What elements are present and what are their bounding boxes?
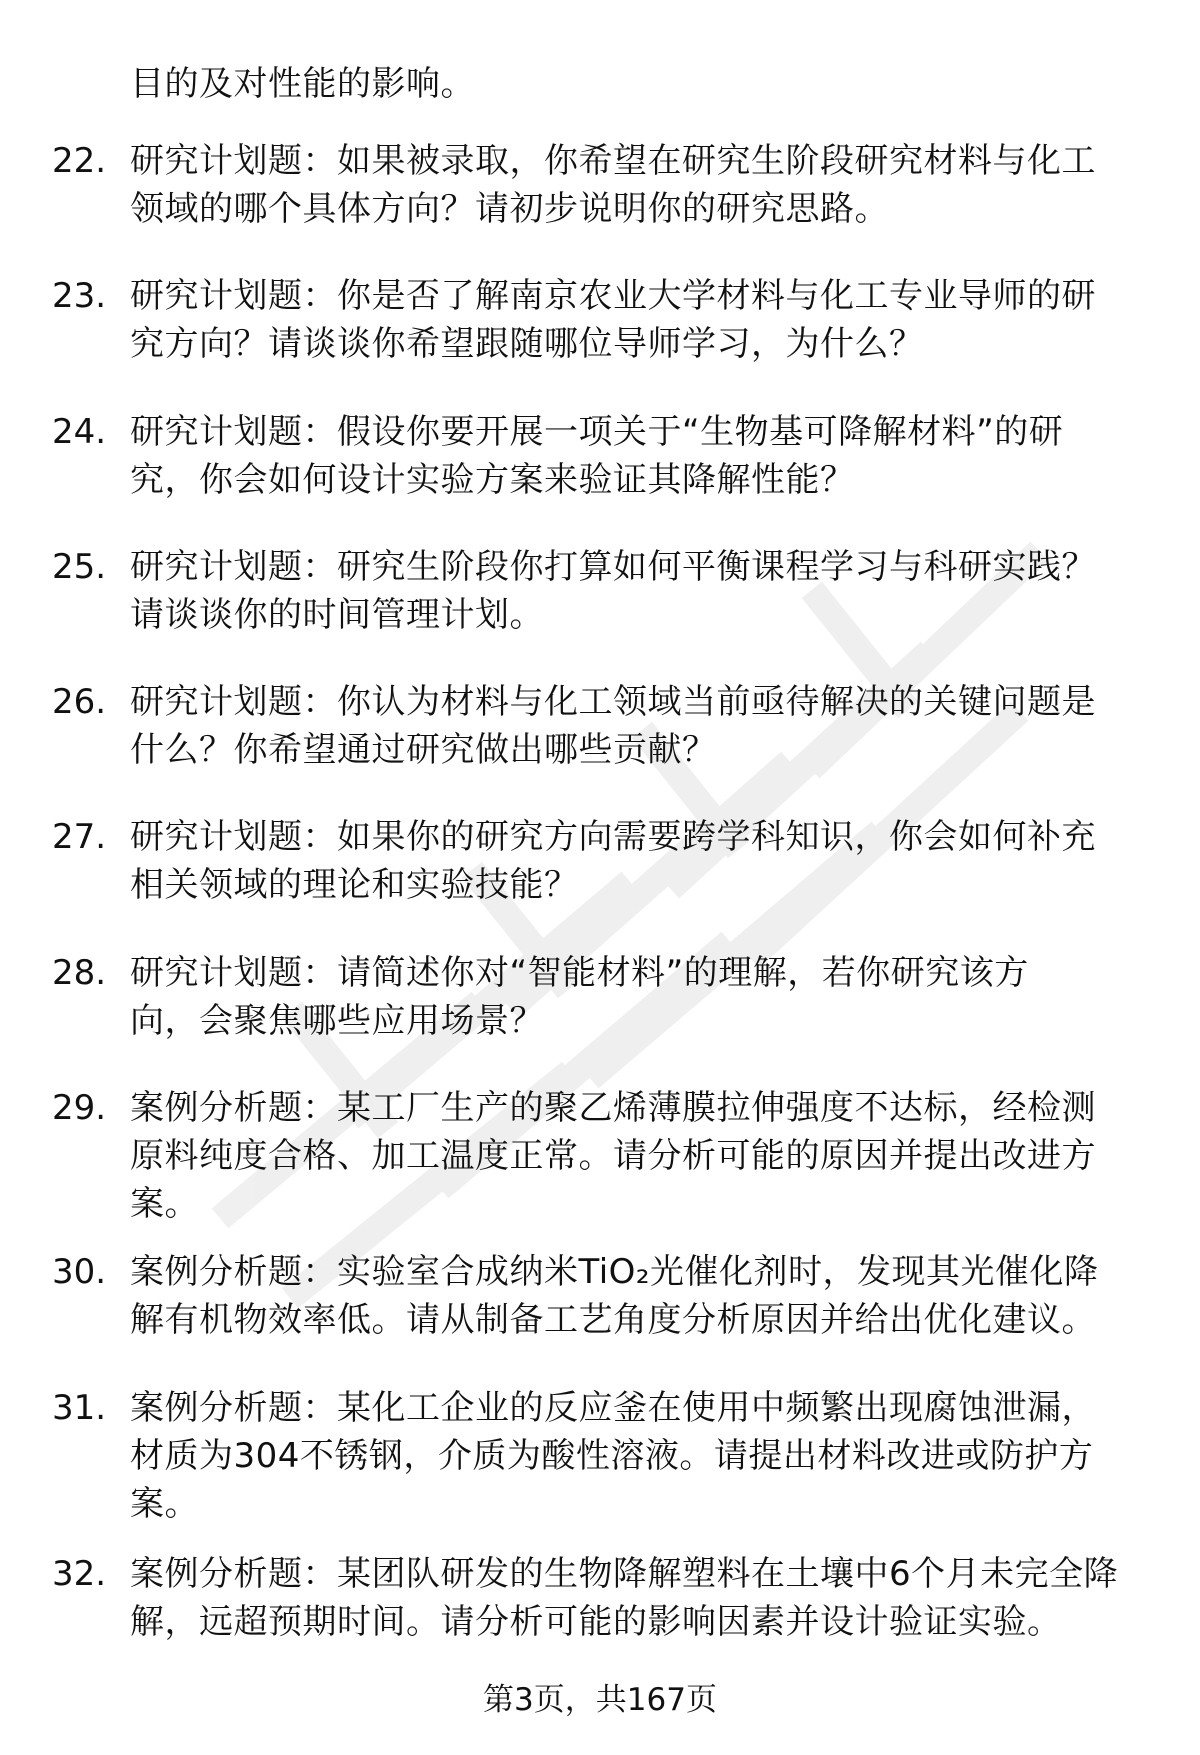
- question-number: 31.: [52, 1388, 107, 1428]
- question-number: 26.: [52, 682, 107, 722]
- question-text: [130, 543, 1200, 639]
- question-line: 研究计划题：研究生阶段你打算如何平衡课程学习与科研实践？: [130, 547, 1096, 587]
- question-line: 原料纯度合格、加工温度正常。请分析可能的原因并提出改进方: [130, 1136, 1096, 1176]
- question-number: 25.: [52, 547, 107, 587]
- question-line: 案例分析题：实验室合成纳米TiO₂光催化剂时，发现其光催化降: [130, 1252, 1099, 1292]
- question-line: 材质为304不锈钢，介质为酸性溶液。请提出材料改进或防护方: [130, 1436, 1094, 1476]
- question-number: 24.: [52, 412, 107, 452]
- question-line: 案。: [130, 1184, 199, 1224]
- question-line: 向，会聚焦哪些应用场景？: [130, 1001, 544, 1041]
- question-number: 29.: [52, 1088, 107, 1128]
- question-line: 解，远超预期时间。请分析可能的影响因素并设计验证实验。: [130, 1602, 1062, 1642]
- question-text: [130, 813, 1200, 909]
- question-number: 28.: [52, 953, 107, 993]
- question-line: 案例分析题：某化工企业的反应釜在使用中频繁出现腐蚀泄漏，: [130, 1388, 1096, 1428]
- question-number: 23.: [52, 276, 107, 316]
- question-line: 领域的哪个具体方向？请初步说明你的研究思路。: [130, 189, 889, 229]
- question-line: 研究计划题：如果你的研究方向需要跨学科知识，你会如何补充: [130, 817, 1096, 857]
- question-line: 究方向？请谈谈你希望跟随哪位导师学习，为什么？: [130, 324, 924, 364]
- question-line: 解有机物效率低。请从制备工艺角度分析原因并给出优化建议。: [130, 1300, 1096, 1340]
- question-text: [130, 949, 1200, 1045]
- question-number: 27.: [52, 817, 107, 857]
- question-text: [130, 1384, 1200, 1528]
- question-line: 请谈谈你的时间管理计划。: [130, 595, 544, 635]
- question-text: [130, 272, 1200, 368]
- question-line: 案例分析题：某工厂生产的聚乙烯薄膜拉伸强度不达标，经检测: [130, 1088, 1096, 1128]
- question-line: 研究计划题：请简述你对“智能材料”的理解，若你研究该方: [130, 953, 1029, 993]
- question-line: 什么？你希望通过研究做出哪些贡献？: [130, 730, 717, 770]
- question-text: [130, 1248, 1200, 1344]
- continuation-text: 目的及对性能的影响。: [130, 64, 475, 104]
- question-number: 32.: [52, 1554, 107, 1594]
- question-line: 案。: [130, 1484, 199, 1524]
- question-line: 究，你会如何设计实验方案来验证其降解性能？: [130, 460, 855, 500]
- question-line: 研究计划题：你认为材料与化工领域当前亟待解决的关键问题是: [130, 682, 1096, 722]
- page-footer: 第3页，共167页: [483, 1682, 717, 1718]
- question-line: 案例分析题：某团队研发的生物降解塑料在土壤中6个月未完全降: [130, 1554, 1119, 1594]
- question-text: [130, 678, 1200, 774]
- question-line: 研究计划题：如果被录取，你希望在研究生阶段研究材料与化工: [130, 141, 1096, 181]
- question-number: 30.: [52, 1252, 107, 1292]
- question-line: 研究计划题：你是否了解南京农业大学材料与化工专业导师的研: [130, 276, 1096, 316]
- question-line: 相关领域的理论和实验技能？: [130, 865, 579, 905]
- question-number: 22.: [52, 141, 107, 181]
- question-text: [130, 1550, 1200, 1646]
- question-line: 研究计划题：假设你要开展一项关于“生物基可降解材料”的研: [130, 412, 1064, 452]
- question-text: [130, 408, 1200, 504]
- question-text: [130, 1084, 1200, 1228]
- question-text: [130, 137, 1200, 233]
